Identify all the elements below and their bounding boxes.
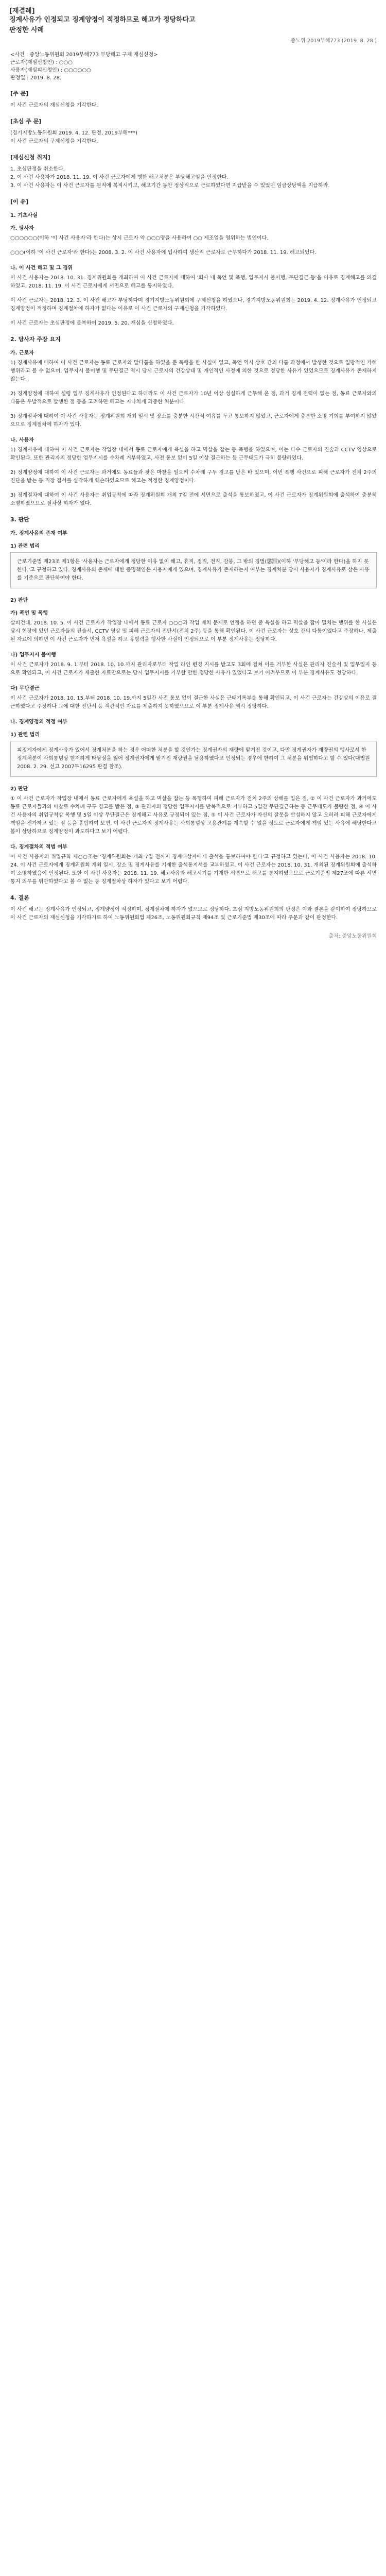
section-paragraph: 이 사건 근로자의 구제신청을 기각한다. <box>10 139 98 144</box>
section-paragraph: 2. 이 사건 사용자가 2018. 11. 19. 이 사건 근로자에게 행한 해고처분은 부당해고임을 인정한다. <box>10 175 229 180</box>
subsection-heading: 가. 징계사유의 존재 여부 <box>10 531 67 536</box>
case-title-line-1: 징계사유가 인정되고 징계양정이 적정하므로 해고가 정당하다고 <box>9 16 196 24</box>
section-paragraph: 이 사건 근로자는 2018. 12. 3. 이 사건 해고가 부당하다며 경기지방노동위원회에 구제신청을 하였으나, 경기지방노동위원회는 2019. 4. 12. 징계사유가 인정되고 징계양정이 적정하며 징계절차에 하자가 없다는 이유로 이 사건 근로자의 구제신청을 기각하였다. <box>10 298 377 312</box>
section-paragraph: 이 사건 근로자가 2018. 9. 1.부터 2018. 10. 10.까지 관리자로부터 작업 라인 변경 지시를 받고도 3회에 걸쳐 이를 거부한 사실은 관리자 진술서 및 업무일지 등으로 확인되고, 이 사건 근로자가 제출한 자료만으로는 당시 업무지시를 거부할 만한 정당한 사유가 있었다고 보기 어려우므로 이 부분 징계사유도 정당하다. <box>10 662 377 676</box>
subsection-heading: 다) 무단결근 <box>10 686 40 691</box>
section-paragraph: 3) 징계절차에 대하여 이 사건 사용자는 취업규칙에 따라 징계위원회 개최 7일 전에 서면으로 출석을 통보하였고, 이 사건 근로자가 징계위원회에 출석하여 충분히 소명하였으므로 절차상 하자가 없다. <box>10 493 377 506</box>
section-paragraph: 1) 징계사유에 대하여 이 사건 근로자는 동료 근로자와 말다툼을 하였을 뿐 폭행을 한 사실이 없고, 폭언 역시 상호 간의 다툼 과정에서 발생한 것으로 일방적인 가해행위라고 볼 수 없으며, 업무지시 불이행 및 무단결근 역시 당시 근로자의 건강상태 및 개인적인 사정에 의한 것으로 정당한 사유가 있었으므로 징계사유가 존재하지 않는다. <box>10 360 377 382</box>
section-list <box>10 129 377 146</box>
subsection-heading: 2) 판단 <box>10 786 28 792</box>
section-heading: [초심 주 문] <box>10 118 42 125</box>
subsection-heading: 나. 이 사건 해고 및 그 경위 <box>10 265 73 271</box>
section-paragraph: ○○○(이하 '이 사건 근로자'라 한다)는 2008. 3. 2. 이 사건 사용자에 입사하여 생산직 근로자로 근무하다가 2018. 11. 19. 해고되었다. <box>10 250 317 256</box>
meta-line: <사건 : 중앙노동위원회 2019부해773 부당해고 구제 재심신청> <box>10 52 158 58</box>
section-paragraph: 이 사건 근로자는 초심판정에 불복하여 2019. 5. 20. 재심을 신청하였다. <box>10 320 174 326</box>
section-paragraph: 피징계자에게 징계사유가 있어서 징계처분을 하는 경우 어떠한 처분을 할 것인가는 징계권자의 재량에 맡겨진 것이고, 다만 징계권자가 재량권의 행사로서 한 징계처분이 사회통념상 현저하게 타당성을 잃어 징계권자에게 맡겨진 재량권을 남용하였다고 인정되는 경우에 한하여 그 처분을 위법하다고 할 수 있다(대법원 2008. 2. 29. 선고 2007두16295 판결 참조). <box>17 748 370 770</box>
section-paragraph: 2) 징계양정에 대하여 이 사건 근로자는 과거에도 동료들과 잦은 마찰을 일으켜 수차례 구두 경고를 받은 바 있으며, 이번 폭행 사건으로 피해 근로자가 전치 2주의 진단을 받는 등 직장 질서를 심각하게 훼손하였으므로 해고는 적정한 징계양정이다. <box>10 470 377 484</box>
subsection-heading: 나. 징계양정의 적정 여부 <box>10 719 67 725</box>
section-heading: 4. 결론 <box>10 894 29 901</box>
subsection-heading: 1) 관련 법리 <box>10 732 40 738</box>
case-number: 중노위 2019부해773 (2019. 8. 28.) <box>290 38 377 44</box>
section-paragraph: ① 이 사건 근로자가 작업장 내에서 동료 근로자에게 욕설을 하고 멱살을 잡는 등 폭행하여 피해 근로자가 전치 2주의 상해를 입은 점, ② 이 사건 근로자가 과거에도 동료 근로자들과의 마찰로 수차례 구두 경고를 받은 점, ③ 관리자의 정당한 업무지시를 반복적으로 거부하고 5일간 무단결근하는 등 근무태도가 불량한 점, ④ 이 사건 사용자의 취업규칙상 폭행 및 5일 이상 무단결근은 징계해고 사유로 규정되어 있는 점, ⑤ 이 사건 근로자가 자신의 잘못을 반성하지 않고 오히려 피해 근로자에게 책임을 전가하고 있는 점 등을 종합하여 보면, 이 사건 근로자의 징계사유는 사회통념상 고용관계를 계속할 수 없을 정도로 근로자에게 책임 있는 사유에 해당한다고 봄이 상당하므로 징계양정이 과도하다고 보기 어렵다. <box>10 796 377 835</box>
section-heading: 3. 판단 <box>10 516 29 523</box>
section-paragraph: 2) 징계양정에 대하여 설령 일부 징계사유가 인정된다고 하더라도 이 사건 근로자가 10년 이상 성실하게 근무해 온 점, 과거 징계 전력이 없는 점, 동료 근로자와의 다툼은 우발적으로 발생한 점 등을 고려하면 해고는 지나치게 과중한 처분이다. <box>10 391 377 405</box>
section-paragraph: 3. 이 사건 사용자는 이 사건 근로자를 원직에 복직시키고, 해고기간 동안 정상적으로 근로하였다면 지급받을 수 있었던 임금상당액을 지급하라. <box>10 183 330 189</box>
section-heading: [주 문] <box>10 90 29 97</box>
subsection-heading: 다. 징계절차의 적법 여부 <box>10 844 67 850</box>
section-paragraph: 이 사건 사용자는 2018. 10. 31. 징계위원회를 개최하여 이 사건 근로자에 대하여 '회사 내 폭언 및 폭행, 업무지시 불이행, 무단결근 등'을 이유로 징계해고를 의결하였고, 2018. 11. 19. 이 사건 근로자에게 서면으로 해고를 통지하였다. <box>10 275 377 289</box>
subsection-heading: 나. 사용자 <box>10 437 34 443</box>
section-paragraph: 이 사건 근로자가 2018. 10. 15.부터 2018. 10. 19.까지 5일간 사전 통보 없이 결근한 사실은 근태기록부를 통해 확인되고, 이 사건 근로자는 건강상의 이유로 결근하였다고 주장하나 그에 대한 진단서 등 객관적인 자료를 제출하지 못하였으므로 이 부분 징계사유 역시 정당하다. <box>10 696 377 709</box>
section-heading: [이 유] <box>10 198 29 205</box>
doc-tag: [재결례] <box>9 7 35 15</box>
section-paragraph: ○○○○○○(이하 '이 사건 사용자'라 한다)는 상시 근로자 약 ○○○명을 사용하여 ○○ 제조업을 영위하는 법인이다. <box>10 235 269 241</box>
section-list <box>10 165 377 190</box>
section-paragraph: 살피건대, 2018. 10. 5. 이 사건 근로자가 작업장 내에서 동료 근로자 ○○○과 작업 배치 문제로 언쟁을 하던 중 욕설을 하고 멱살을 잡아 밀치는 행위를 한 사실은 당시 현장에 있던 근로자들의 진술서, CCTV 영상 및 피해 근로자의 진단서(전치 2주) 등을 통해 확인된다. 이 사건 근로자는 상호 간의 다툼이었다고 주장하나, 제출된 자료에 의하면 이 사건 근로자가 먼저 욕설을 하고 유형력을 행사한 사실이 인정되므로 이 부분 징계사유는 정당하다. <box>10 620 377 642</box>
section-paragraph: (경기지방노동위원회 2019. 4. 12. 판정, 2019부해***) <box>10 130 137 136</box>
legal-principle-box <box>10 741 377 777</box>
subsection-heading: 2) 판단 <box>10 598 28 603</box>
legal-principle-box <box>10 552 377 588</box>
subsection-heading: 가) 폭언 및 폭행 <box>10 611 48 616</box>
section-paragraph: 이 사건 해고는 징계사유가 인정되고, 징계양정이 적정하며, 징계절차에 하자가 없으므로 정당하다. 초심 지방노동위원회의 판정은 이와 결론을 같이하여 정당하므로 이 사건 근로자의 재심신청을 기각하기로 하여 노동위원회법 제26조, 노동위원회규칙 제94조 및 근로기준법 제30조에 따라 주문과 같이 판정한다. <box>10 907 377 921</box>
meta-line: 판정일 : 2019. 8. 28. <box>10 75 62 81</box>
section-paragraph: 이 사건 근로자의 재심신청을 기각한다. <box>10 103 98 108</box>
section-paragraph: 근로기준법 제23조 제1항은 '사용자는 근로자에게 정당한 이유 없이 해고, 휴직, 정직, 전직, 감봉, 그 밖의 징벌(懲罰)(이하 '부당해고 등'이라 한다)을 하지 못한다.'고 규정하고 있다. 징계사유의 존재에 대한 증명책임은 사용자에게 있으며, 징계사유가 존재하는지 여부는 징계처분 당시 사용자가 징계사유로 삼은 사유를 기준으로 판단하여야 한다. <box>17 559 370 581</box>
subsection-heading: 1. 기초사실 <box>10 213 38 218</box>
subsection-heading: 가. 당사자 <box>10 226 34 231</box>
subsection-heading: 나) 업무지시 불이행 <box>10 652 56 658</box>
case-title-line-2: 판정한 사례 <box>9 26 44 34</box>
section-paragraph: 1. 초심판정을 취소한다. <box>10 166 65 172</box>
meta-line: 근로자(재심신청인) : ○○○ <box>10 60 73 65</box>
section-paragraph: 1) 징계사유에 대하여 이 사건 근로자는 작업장 내에서 동료 근로자에게 욕설을 하고 멱살을 잡는 등 폭행을 하였으며, 이는 다수 근로자의 진술과 CCTV 영상으로 확인된다. 또한 관리자의 정당한 업무지시를 수차례 거부하였고, 사전 통보 없이 5일 이상 결근하는 등 근무태도가 극히 불량하였다. <box>10 447 377 461</box>
subsection-heading: 가. 근로자 <box>10 350 34 356</box>
section-paragraph: 3) 징계절차에 대하여 이 사건 사용자는 징계위원회 개최 일시 및 장소를 충분한 시간적 여유를 두고 통보하지 않았고, 근로자에게 충분한 소명 기회를 부여하지 않았으므로 징계절차에 하자가 있다. <box>10 414 377 428</box>
subsection-heading: 1) 관련 법리 <box>10 544 40 549</box>
meta-line: 사용자(재심피신청인) : ○○○○○○ <box>10 67 91 73</box>
source-footer: 출처: 중앙노동위원회 <box>328 934 377 939</box>
section-paragraph: 이 사건 사용자의 취업규칙 제○○조는 '징계위원회는 개최 7일 전까지 징계대상자에게 출석을 통보하여야 한다'고 규정하고 있는바, 이 사건 사용자는 2018. 10. 24. 이 사건 근로자에게 징계위원회 개최 일시, 장소 및 징계사유를 기재한 출석통지서를 교부하였고, 이 사건 근로자는 2018. 10. 31. 개최된 징계위원회에 출석하여 소명하였음이 인정된다. 또한 이 사건 사용자는 2018. 11. 19. 해고사유와 해고시기를 기재한 서면으로 해고를 통지하였으므로 근로기준법 제27조에 따른 서면통지 의무를 위반하였다고 볼 수 없는 등 징계절차상 하자가 있다고 보기 어렵다. <box>10 854 377 885</box>
case-meta <box>10 51 377 82</box>
section-heading: 2. 당사자 주장 요지 <box>10 336 61 343</box>
section-heading: [재심신청 취지] <box>10 154 50 161</box>
